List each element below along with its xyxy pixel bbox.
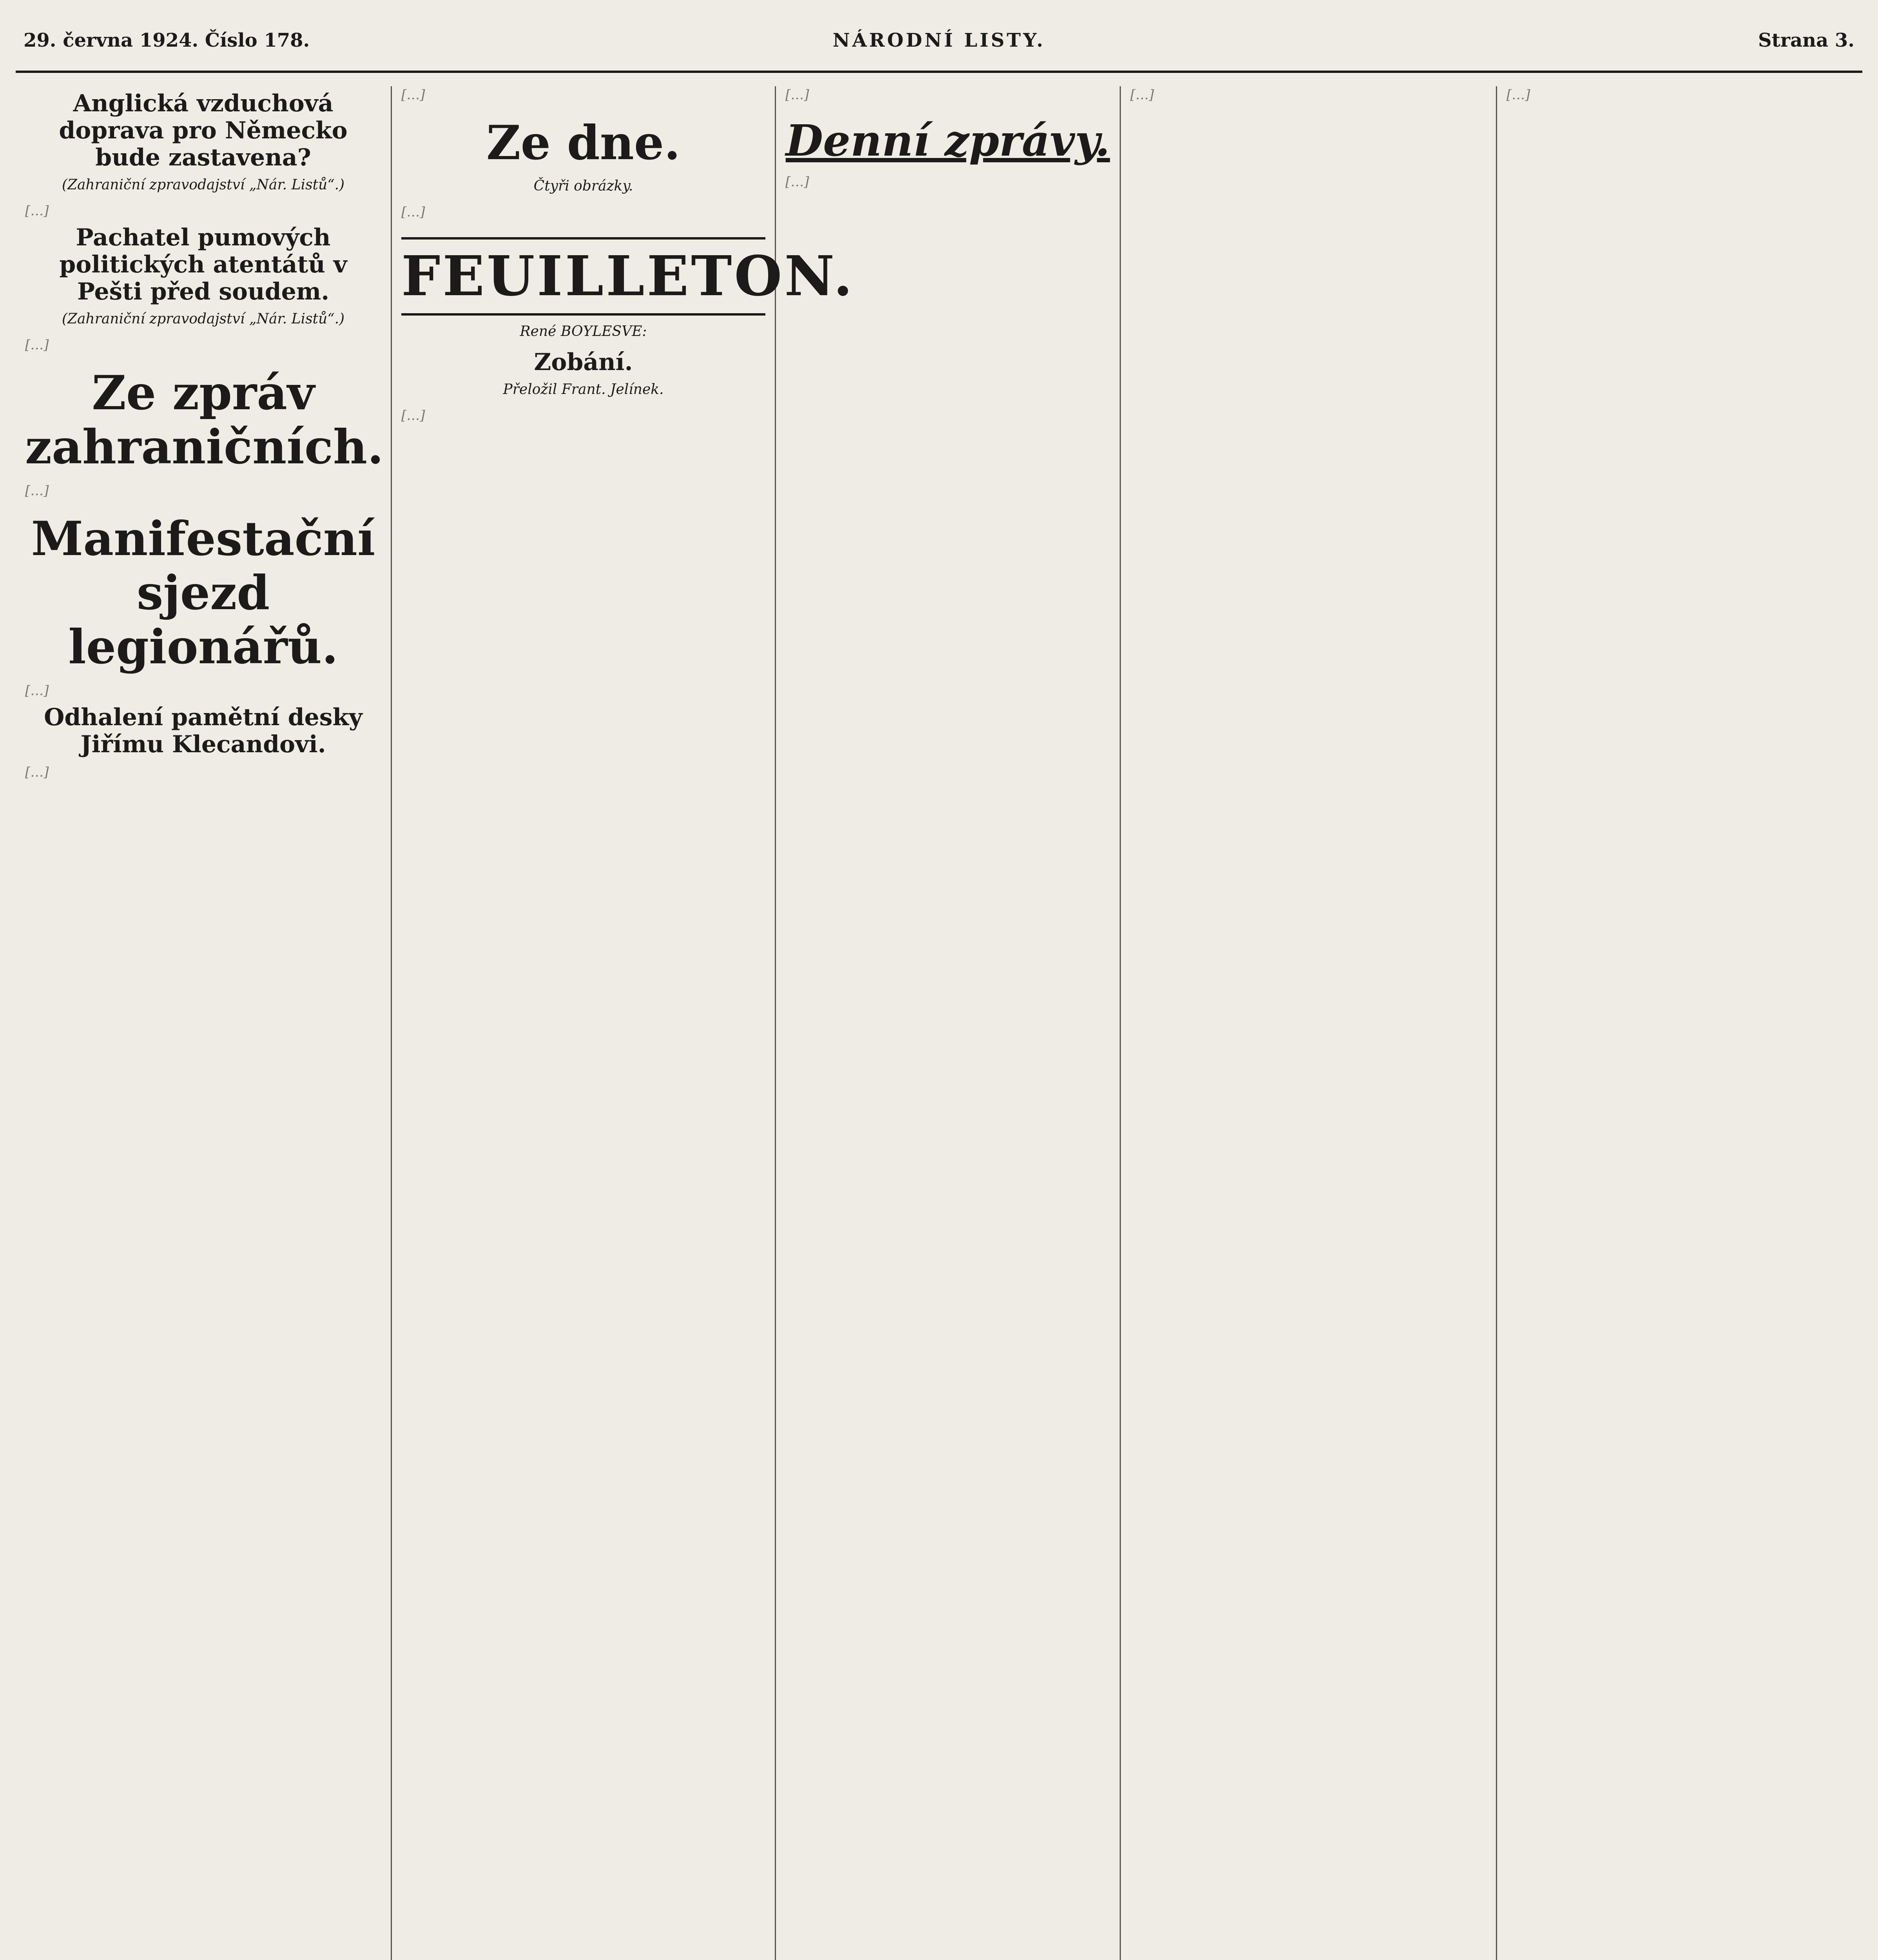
article-headline: Zobání. <box>534 348 633 376</box>
article-body <box>1506 86 1853 104</box>
article-subhead: (Zahraniční zpravodajství „Nár. Listů“.) <box>62 310 345 327</box>
article-subhead: Čtyři obrázky. <box>533 178 633 194</box>
illegible-text-placeholder: […] <box>1506 87 1530 103</box>
article-subhead: René BOYLESVE: <box>520 323 647 339</box>
article-body <box>401 407 765 425</box>
masthead <box>16 12 1862 73</box>
masthead-page: Strana 3. <box>1758 29 1854 51</box>
illegible-text-placeholder: […] <box>401 407 425 423</box>
article-body <box>1130 86 1486 104</box>
article-subhead: Přeložil Frant. Jelínek. <box>503 381 664 397</box>
article-headline: Pachatel pumových politických atentátů v Pešti před soudem. <box>59 223 347 305</box>
article-body <box>785 173 1110 191</box>
column-3 <box>776 86 1121 1960</box>
article-body <box>25 482 381 500</box>
article-subhead: (Zahraniční zpravodajství „Nár. Listů“.) <box>62 177 345 193</box>
illegible-text-placeholder: […] <box>401 204 425 220</box>
article-body <box>25 336 381 354</box>
illegible-text-placeholder: […] <box>785 87 809 103</box>
article-body <box>25 764 381 782</box>
illegible-text-placeholder: […] <box>25 483 49 499</box>
illegible-text-placeholder: […] <box>1130 87 1154 103</box>
column-4 <box>1121 86 1497 1960</box>
illegible-text-placeholder: […] <box>25 203 49 219</box>
article-headline: Odhalení pamětní desky Jiřímu Klecandovi. <box>44 703 363 758</box>
masthead-date-issue: 29. června 1924. Číslo 178. <box>24 29 310 51</box>
newspaper-page <box>16 12 1862 1960</box>
article-body <box>25 682 381 700</box>
masthead-title: NÁRODNÍ LISTY. <box>832 29 1046 51</box>
article-headline: Ze dne. <box>486 115 680 171</box>
column-5 <box>1497 86 1862 1960</box>
article-body <box>785 86 1110 104</box>
illegible-text-placeholder: […] <box>25 764 49 780</box>
illegible-text-placeholder: […] <box>25 337 49 353</box>
article-headline: Anglická vzduchová doprava pro Německo bude zastavena? <box>59 90 348 171</box>
illegible-text-placeholder: […] <box>785 174 809 190</box>
article-headline: Denní zprávy. <box>785 115 1110 166</box>
column-1 <box>16 86 392 1960</box>
article-body <box>401 203 765 221</box>
illegible-text-placeholder: […] <box>401 87 425 103</box>
feuilleton-heading: FEUILLETON. <box>401 237 765 316</box>
article-body <box>401 86 765 104</box>
column-2 <box>392 86 855 1960</box>
illegible-text-placeholder: […] <box>25 682 49 699</box>
article-headline: Ze zpráv zahraničních. <box>25 365 384 475</box>
article-headline: Manifestační sjezd legionářů. <box>31 511 375 675</box>
article-body <box>25 202 381 220</box>
